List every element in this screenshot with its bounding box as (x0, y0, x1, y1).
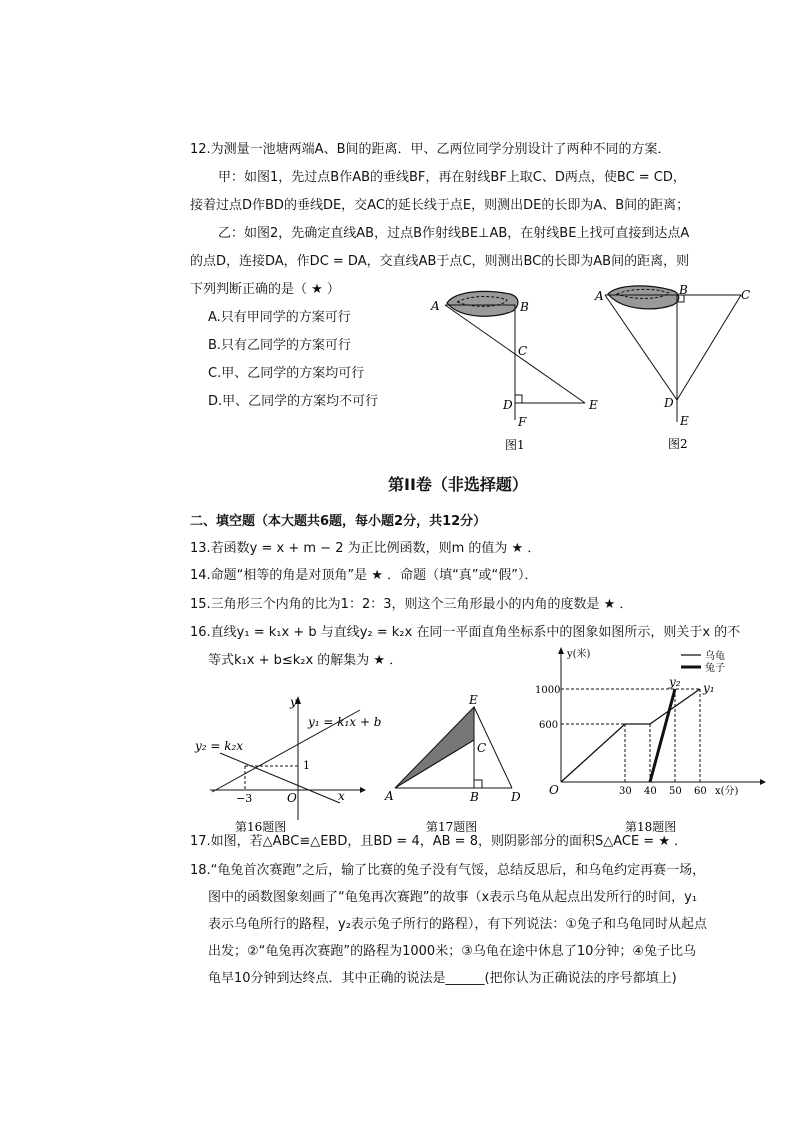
fig16-tick-y: 1 (303, 759, 310, 772)
fig1-label-e: E (589, 398, 598, 412)
fig1-caption: 图1 (505, 438, 525, 452)
fig16-tick-x: −3 (236, 792, 253, 805)
q12-line2: 甲：如图1，先过点B作AB的垂线BF，再在射线BF上取C、D两点，使BC = CD， (218, 170, 686, 185)
q12-option-c: C.甲、乙同学的方案均可行 (208, 366, 365, 381)
fig16-caption: 第16题图 (235, 820, 287, 834)
q18-line2: 图中的函数图象刻画了“龟兔再次赛跑”的故事（x表示乌龟从起点出发所行的时间，y₁ (208, 890, 698, 905)
q18-line4: 出发；②“龟兔再次赛跑”的路程为1000米；③乌龟在途中休息了10分钟；④兔子比乌 (208, 944, 697, 959)
q18-line5: 龟早10分钟到达终点．其中正确的说法是______(把你认为正确说法的序号都填上) (208, 971, 677, 986)
fig18-y2-label: y₂ (669, 675, 681, 689)
figure-17 (380, 690, 530, 832)
fig18-x-tick-50: 50 (669, 786, 682, 797)
fig2-caption: 图2 (668, 437, 688, 451)
fig18-x-tick-60: 60 (694, 786, 707, 797)
q16-line2: 等式k₁x + b≤k₂x 的解集为 ★ ． (208, 653, 403, 668)
fig18-y-label: y(米) (567, 649, 591, 660)
fig1-label-a: A (431, 299, 440, 313)
fig17-label-b: B (470, 790, 479, 804)
fig2-label-b: B (679, 283, 688, 297)
fig18-y-tick-1000: 1000 (535, 685, 561, 696)
figure-18 (535, 642, 770, 832)
fig16-line2-label: y₂ = k₂x (195, 739, 244, 753)
fig18-x-label: x(分) (715, 786, 739, 797)
q15: 15.三角形三个内角的比为1：2：3，则这个三角形最小的内角的度数是 ★ ． (190, 597, 633, 612)
fig16-line1-label: y₁ = k₁x + b (308, 715, 382, 729)
q14: 14.命题“相等的角是对顶角”是 ★ ．命题（填“真”或“假”）． (190, 568, 538, 583)
q12-line6: 下列判断正确的是（ ★ ） (190, 282, 340, 297)
fig16-y-label: y (290, 695, 297, 709)
fig18-caption: 第18题图 (625, 820, 677, 834)
fig2-label-e: E (680, 414, 689, 428)
fig17-label-e: E (469, 693, 478, 707)
q16-line1: 16.直线y₁ = k₁x + b 与直线y₂ = k₂x 在同一平面直角坐标系中的图象如图所示，则关于x 的不 (190, 625, 741, 640)
fig1-label-d: D (503, 398, 513, 412)
fig18-legend-tortoise: 乌龟 (705, 651, 725, 662)
fig16-x-label: x (338, 789, 345, 803)
q12-line1: 12.为测量一池塘两端A、B间的距离．甲、乙两位同学分别设计了两种不同的方案． (190, 142, 671, 157)
q17: 17.如图，若△ABC≌△EBD，且BD = 4，AB = 8，则阴影部分的面积S△ACE = ★ ． (190, 834, 688, 849)
fig17-label-d: D (511, 790, 521, 804)
fig18-x-tick-30: 30 (619, 786, 632, 797)
fig1-label-f: F (518, 415, 527, 429)
fig18-legend-rabbit: 兔子 (705, 663, 725, 674)
fig18-y-tick-600: 600 (539, 720, 559, 731)
fig2-label-c: C (741, 288, 751, 302)
q13: 13.若函数y = x + m − 2 为正比例函数，则m 的值为 ★ ． (190, 541, 541, 556)
q12-option-d: D.甲、乙同学的方案均不可行 (208, 394, 379, 409)
figure-2 (593, 282, 763, 450)
q12-line3: 接着过点D作BD的垂线DE，交AC的延长线于点E，则测出DE的长即为A、B间的距离； (190, 198, 690, 213)
fig2-label-d: D (664, 396, 674, 410)
fig18-origin: O (549, 783, 559, 797)
fig18-y1-label: y₁ (703, 681, 715, 695)
q12-line4: 乙：如图2，先确定直线AB，过点B作射线BE⊥AB，在射线BE上找可直接到达点A (218, 226, 690, 241)
fig18-x-tick-40: 40 (644, 786, 657, 797)
fig2-label-a: A (595, 289, 604, 303)
fig17-label-a: A (385, 789, 394, 803)
q12-line5: 的点D，连接DA，作DC = DA，交直线AB于点C，则测出BC的长即为AB间的距离，则 (190, 254, 690, 269)
q18-line3: 表示乌龟所行的路程，y₂表示兔子所行的路程），有下列说法：①兔子和乌龟同时从起点 (208, 917, 708, 932)
fig1-label-c: C (518, 344, 528, 358)
fig17-label-c: C (477, 741, 487, 755)
fig17-caption: 第17题图 (426, 820, 478, 834)
q12-option-b: B.只有乙同学的方案可行 (208, 338, 352, 353)
section2-heading: 二、填空题（本大题共6题，每小题2分，共12分） (190, 514, 487, 529)
figure-16 (190, 690, 382, 834)
q18-line1: 18.“龟兔首次赛跑”之后，输了比赛的兔子没有气馁，总结反思后，和乌龟约定再赛一场， (190, 863, 706, 878)
section-title: 第II卷（非选择题） (388, 475, 528, 494)
figure-1 (425, 285, 605, 450)
q12-option-a: A.只有甲同学的方案可行 (208, 310, 351, 325)
fig16-origin: O (287, 791, 297, 805)
fig1-label-b: B (520, 300, 529, 314)
